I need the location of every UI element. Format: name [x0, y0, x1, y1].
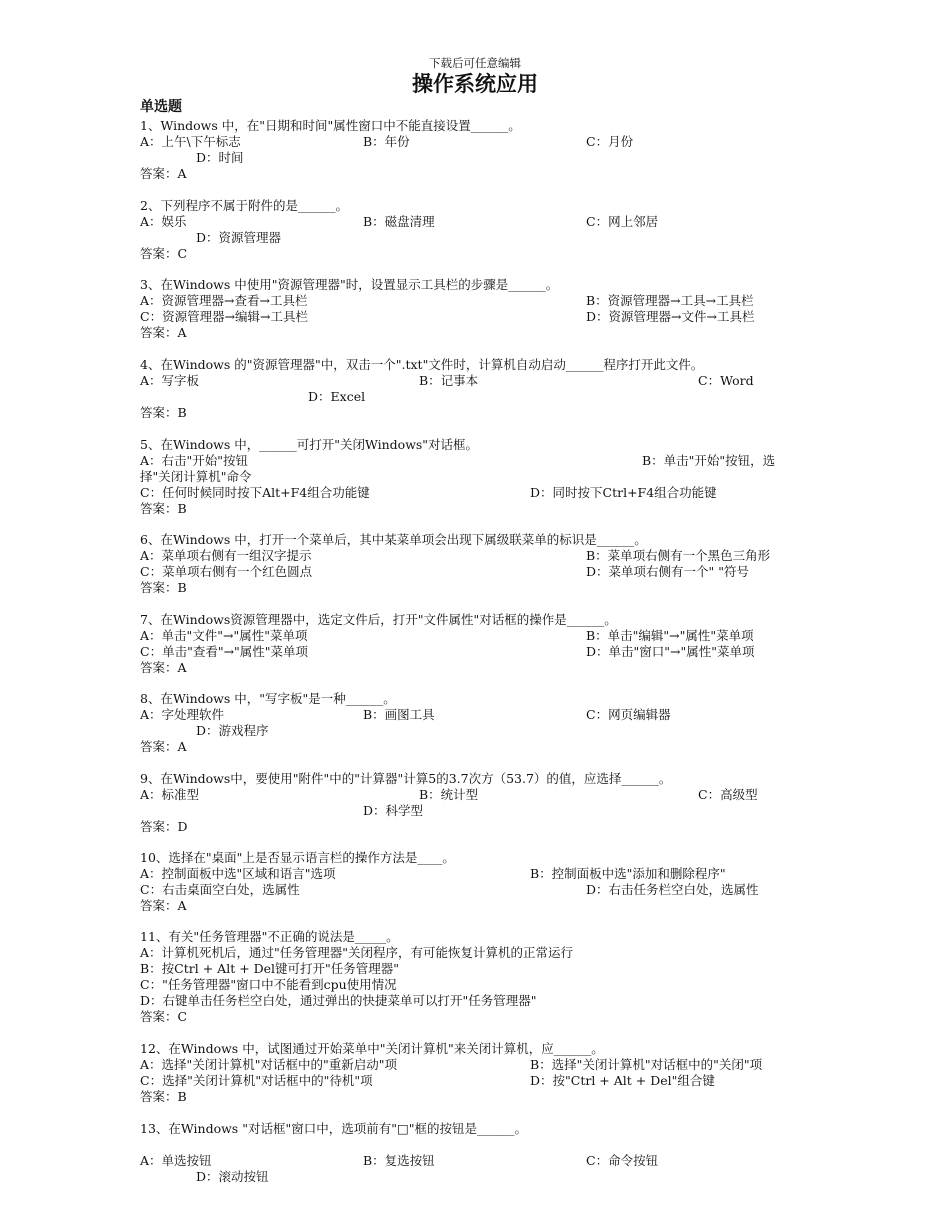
option-a: A：菜单项右侧有一组汉字提示 [140, 548, 312, 563]
option-d: D：资源管理器 [196, 230, 282, 245]
option-b: B：画图工具 [363, 707, 435, 722]
option-d: D：Excel [308, 389, 366, 404]
option-b-continued: 择"关闭计算机"命令 [140, 469, 252, 484]
option-d: D：时间 [196, 150, 244, 165]
answer: 答案：C [140, 246, 188, 261]
option-c: C：菜单项右侧有一个红色圆点 [140, 564, 313, 579]
option-b: B：年份 [363, 134, 410, 149]
option-d: D：右击任务栏空白处，选属性 [586, 882, 759, 897]
option-d: D：同时按下Ctrl+F4组合功能键 [530, 485, 717, 500]
document-title: 操作系统应用 [412, 72, 538, 96]
option-b: B：磁盘清理 [363, 214, 435, 229]
option-a: A：资源管理器→查看→工具栏 [140, 293, 308, 308]
answer: 答案：B [140, 501, 187, 516]
answer: 答案：D [140, 819, 188, 834]
option-a: A：控制面板中选"区域和语言"选项 [140, 866, 336, 881]
option-d: D：按"Ctrl + Alt + Del"组合键 [530, 1073, 715, 1088]
option-c: C：网页编辑器 [586, 707, 671, 722]
answer: 答案：A [140, 898, 187, 913]
question-stem: 11、有关"任务管理器"不正确的说法是_____。 [140, 929, 399, 944]
question-stem: 2、下列程序不属于附件的是______。 [140, 198, 348, 213]
question-stem: 6、在Windows 中，打开一个菜单后，其中某菜单项会出现下属级联菜单的标识是______。 [140, 532, 647, 547]
answer: 答案：A [140, 660, 187, 675]
answer: 答案：B [140, 580, 187, 595]
option-a: A：单选按钮 [140, 1153, 212, 1168]
option-a: A：计算机死机后，通过"任务管理器"关闭程序，有可能恢复计算机的正常运行 [140, 945, 574, 960]
option-c: C：右击桌面空白处，选属性 [140, 882, 300, 897]
option-b: B：单击"开始"按钮，选 [642, 453, 776, 468]
option-b: B：菜单项右侧有一个黑色三角形 [586, 548, 771, 563]
option-a: A：娱乐 [140, 214, 187, 229]
option-d: D：单击"窗口"→"属性"菜单项 [586, 644, 755, 659]
answer: 答案：A [140, 739, 187, 754]
option-b: B：单击"编辑"→"属性"菜单项 [586, 628, 754, 643]
question-stem: 3、在Windows 中使用"资源管理器"时，设置显示工具栏的步骤是______。 [140, 277, 559, 292]
option-b: B：复选按钮 [363, 1153, 435, 1168]
option-c: C：任何时候同时按下Alt+F4组合功能键 [140, 485, 370, 500]
question-stem: 7、在Windows资源管理器中，选定文件后，打开"文件属性"对话框的操作是______。 [140, 612, 617, 627]
question-stem: 13、在Windows "对话框"窗口中，选项前有"□"框的按钮是______。 [140, 1121, 528, 1136]
option-d: D：科学型 [363, 803, 424, 818]
question-stem: 8、在Windows 中，"写字板"是一种______。 [140, 691, 396, 706]
download-note: 下载后可任意编辑 [429, 56, 521, 70]
option-a: A：写字板 [140, 373, 200, 388]
question-stem: 10、选择在"桌面"上是否显示语言栏的操作方法是____。 [140, 850, 455, 865]
option-c: C：网上邻居 [586, 214, 659, 229]
option-a: A：字处理软件 [140, 707, 225, 722]
question-stem: 4、在Windows 的"资源管理器"中，双击一个".txt"文件时，计算机自动启动______程序打开此文件。 [140, 357, 704, 372]
option-c: C：高级型 [698, 787, 758, 802]
answer: 答案：A [140, 325, 187, 340]
option-b: B：记事本 [419, 373, 479, 388]
answer: 答案：C [140, 1009, 188, 1024]
option-d: D：游戏程序 [196, 723, 269, 738]
answer: 答案：B [140, 1089, 187, 1104]
question-stem: 5、在Windows 中，______可打开"关闭Windows"对话框。 [140, 437, 479, 452]
option-c: C：月份 [586, 134, 634, 149]
section-heading: 单选题 [140, 99, 182, 115]
option-b: B：统计型 [419, 787, 479, 802]
question-stem: 1、Windows 中，在"日期和时间"属性窗口中不能直接设置______。 [140, 118, 521, 133]
option-c: C：Word [698, 373, 754, 388]
option-d: D：滚动按钮 [196, 1169, 269, 1184]
option-d: D：菜单项右侧有一个" "符号 [586, 564, 749, 579]
option-c: C：资源管理器→编辑→工具栏 [140, 309, 309, 324]
option-d: D：资源管理器→文件→工具栏 [586, 309, 755, 324]
question-stem: 9、在Windows中，要使用"附件"中的"计算器"计算5的3.7次方（53.7）的值，应选择______。 [140, 771, 672, 786]
question-stem: 12、在Windows 中，试图通过开始菜单中"关闭计算机"来关闭计算机，应______。 [140, 1041, 604, 1056]
option-c: C：命令按钮 [586, 1153, 659, 1168]
option-b: B：按Ctrl + Alt + Del键可打开"任务管理器" [140, 961, 400, 976]
answer: 答案：B [140, 405, 187, 420]
option-c: C：选择"关闭计算机"对话框中的"待机"项 [140, 1073, 373, 1088]
option-d: D：右键单击任务栏空白处，通过弹出的快捷菜单可以打开"任务管理器" [140, 993, 537, 1008]
option-a: A：单击"文件"→"属性"菜单项 [140, 628, 308, 643]
option-c: C："任务管理器"窗口中不能看到cpu使用情况 [140, 977, 397, 992]
option-a: A：右击"开始"按钮 [140, 453, 249, 468]
answer: 答案：A [140, 166, 187, 181]
option-c: C：单击"查看"→"属性"菜单项 [140, 644, 309, 659]
option-b: B：选择"关闭计算机"对话框中的"关闭"项 [530, 1057, 763, 1072]
option-a: A：选择"关闭计算机"对话框中的"重新启动"项 [140, 1057, 398, 1072]
option-a: A：上午\下午标志 [140, 134, 241, 149]
option-b: B：控制面板中选"添加和删除程序" [530, 866, 726, 881]
option-a: A：标准型 [140, 787, 200, 802]
option-b: B：资源管理器→工具→工具栏 [586, 293, 754, 308]
